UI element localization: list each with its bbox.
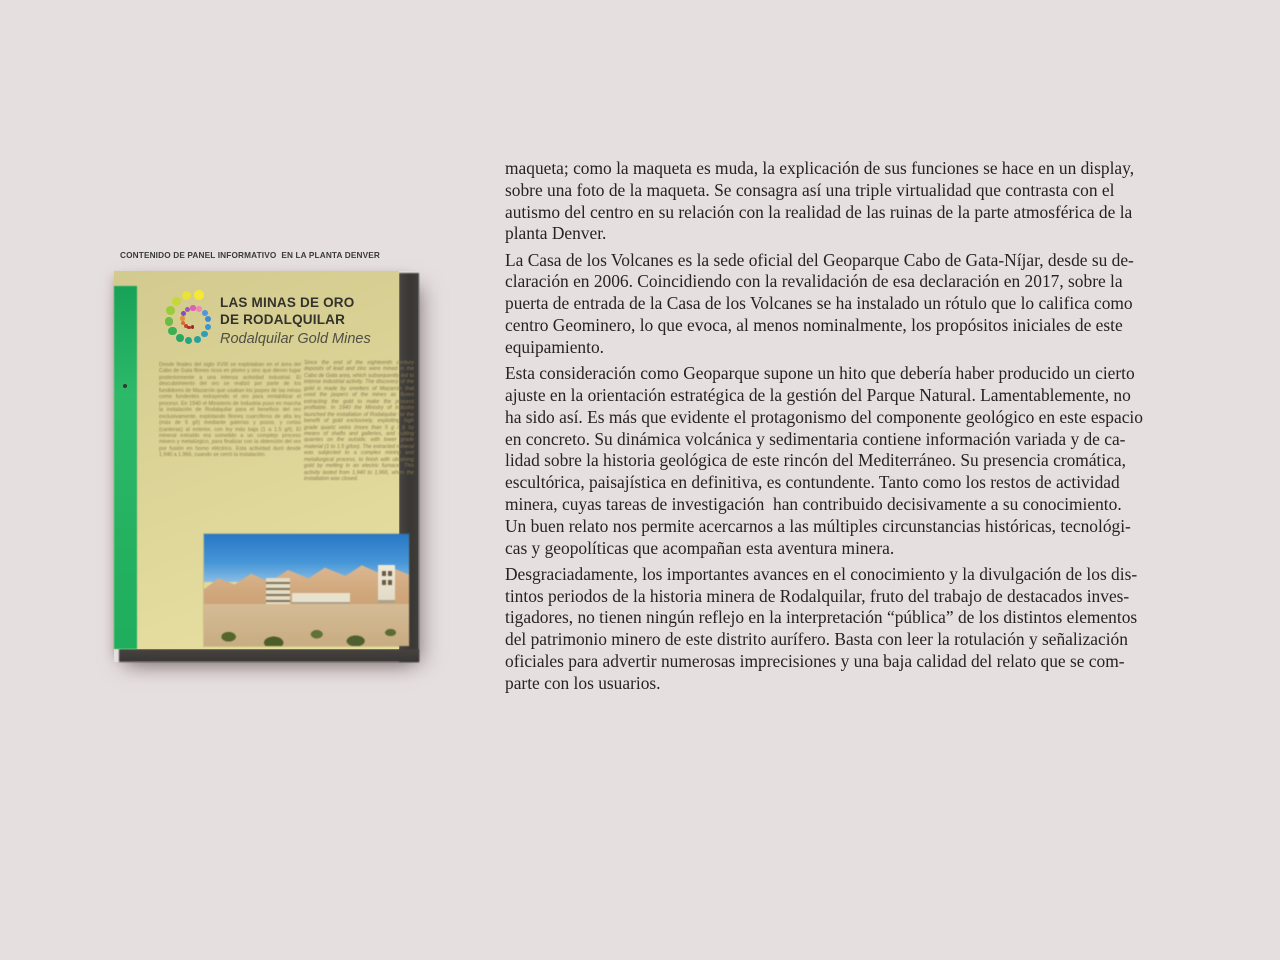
logo-dot	[196, 306, 202, 312]
paragraph	[505, 363, 1225, 559]
text-line: claración en 2006. Coincidiendo con la revalidación de esa declaración en 2017, sobre la	[505, 271, 1123, 292]
panel-text-english: Since the end of the eighteenth century deposits of lead and zinc were mined in the Cabo de Gata area, which subsequently led to intense industrial activity. The discovery of the gold is made by smelters of Mazarrón that used the jaspers of the mines as fluxes extracting the gold to make the process profitable. In 1940 the Ministry of Industry launched the installation of Rodalquilar for the benefit of gold exclusively, exploiting high grade quartz veins (more than 5 g / t) by means of shafts and galleries, and cutting quarries on the outside, with lower grade material (1 to 1.5 g/ton). The extracted mineral was subjected to a complex mining and metallurgical process, to finish with obtaining gold by melting in an electric furnace. This activity lasted from 1,940 to 1,966, when the installation was closed.	[304, 360, 414, 483]
logo-dot	[190, 305, 195, 310]
text-line: maqueta; como la maqueta es muda, la explicación de sus funciones se hace en un display,	[505, 158, 1135, 178]
panel-title-line1: LAS MINAS DE ORO	[220, 295, 355, 310]
text-line: tintos periodos de la historia minera de Rodalquilar, fruto del trabajo de destacados inves-	[505, 585, 1130, 606]
text-line: del patrimonio minero de este distrito aurífero. Basta con leer la rotulación y señalización	[505, 629, 1128, 650]
text-line: Desgraciadamente, los importantes avances en el conocimiento y la divulgación de los dis-	[505, 563, 1138, 584]
logo-dot	[194, 290, 204, 300]
text-line: parte con los usuarios.	[505, 672, 661, 693]
photo-ground-shrubs	[204, 604, 409, 646]
text-line: en concreto. Su dinámica volcánica y sedimentaria contiene información variada y de ca-	[505, 428, 1126, 449]
text-line: escultórica, paisajística en definitiva, es contundente. Tanto como los restos de actividad	[505, 472, 1120, 493]
logo-dot	[182, 291, 191, 300]
text-line: equipamiento.	[505, 336, 605, 357]
text-line: minera, cuyas tareas de investigación han contribuido decisivamente a su conocimiento.	[505, 493, 1122, 514]
figure-caption: CONTENIDO DE PANEL INFORMATIVO EN LA PLANTA DENVER	[120, 250, 380, 260]
panel-subtitle: Rodalquilar Gold Mines	[220, 331, 371, 347]
text-line: Esta consideración como Geoparque supone un hito que debería haber producido un cierto	[505, 363, 1135, 384]
logo-dot	[194, 336, 201, 343]
logo-dot	[176, 334, 184, 342]
stripe-marker-dot	[123, 384, 127, 388]
photo-building	[266, 578, 290, 605]
logo-dot	[168, 327, 176, 335]
text-line: sobre una foto de la maqueta. Se consagra así una triple virtualidad que contrasta con el	[505, 179, 1115, 200]
panel-shadow-bottom	[119, 649, 419, 662]
paragraph	[505, 564, 1225, 695]
text-line: puerta de entrada de la Casa de los Volcanes se ha instalado un rótulo que lo califica como	[505, 293, 1133, 314]
article-text	[505, 158, 1225, 699]
paragraph	[505, 250, 1225, 359]
logo-dot	[201, 331, 208, 338]
logo-dot	[166, 306, 175, 315]
logo-dot	[172, 297, 181, 306]
panel-face	[114, 271, 414, 649]
text-line: ajuste en la orientación estratégica de la gestión del Parque Natural. Lamentablemente, no	[505, 384, 1131, 405]
logo-dot	[205, 316, 211, 322]
mine-photo	[204, 534, 409, 646]
panel-text-spanish: Desde finales del siglo XVIII se explotaban en el área del Cabo de Gata filones ricos en plomo y zinc que dieron lugar posteriormente a una intensa actividad industrial. El descubrimiento del oro se realizó por parte de los fundidores de Mazarrón que usaban los jaspes de las minas como fundentes extrayendo el oro para rentabilizar el proceso. En 1940 el Ministerio de Industria puso en marcha la instalación de Rodalquilar para el beneficio del oro exclusivamente, explotando filones cuarcíferos de alta ley (más de 5 g/t) mediante galerías y pozos, y cortas (canteras) al exterior, con ley más baja (1 a 1.5 g/t). El mineral extraído era sometido a un complejo proceso minero y metalúrgico, para finalizar con la obtención del oro por fusión en horno eléctrico. Esta actividad duró desde 1.940 a 1.966, cuando se cerró la instalación.	[159, 362, 301, 459]
paragraph	[505, 158, 1225, 245]
logo-dot	[202, 310, 208, 316]
text-line: centro Geominero, lo que evoca, al menos nominalmente, los propósitos iniciales de este	[505, 315, 1123, 336]
green-stripe	[114, 286, 137, 649]
panel-title-line2: DE RODALQUILAR	[220, 311, 346, 327]
color-spiral-logo-icon	[160, 289, 224, 353]
text-line: oficiales para advertir numerosas imprecisiones y una baja calidad del relato que se com-	[505, 651, 1125, 672]
logo-dot	[205, 324, 212, 331]
text-line: lidad sobre la historia geológica de este rincón del Mediterráneo. Su presencia cromática,	[505, 450, 1126, 471]
panel-photo	[114, 271, 419, 662]
text-line: cas y geopolíticas que acompañan esta aventura minera.	[505, 537, 895, 558]
text-line: tigadores, no tienen ningún reflejo en la interpretación “pública” de los distintos elementos	[505, 607, 1138, 628]
text-line: autismo del centro en su relación con la realidad de las ruinas de la parte atmosférica de la	[505, 201, 1133, 222]
text-line: La Casa de los Volcanes es la sede oficial del Geoparque Cabo de Gata-Níjar, desde su de-	[505, 249, 1134, 270]
panel-title	[220, 295, 371, 347]
text-line: ha sido así. Es más que evidente el protagonismo del componente geológico en este espacio	[505, 406, 1143, 427]
text-line: planta Denver.	[505, 223, 607, 244]
photo-tower	[378, 565, 395, 603]
text-line: Un buen relato nos permite acercarnos a las múltiples circunstancias históricas, tecnológi-	[505, 515, 1131, 536]
logo-dot	[185, 337, 193, 345]
logo-dot	[191, 325, 194, 328]
logo-dot	[165, 317, 173, 325]
